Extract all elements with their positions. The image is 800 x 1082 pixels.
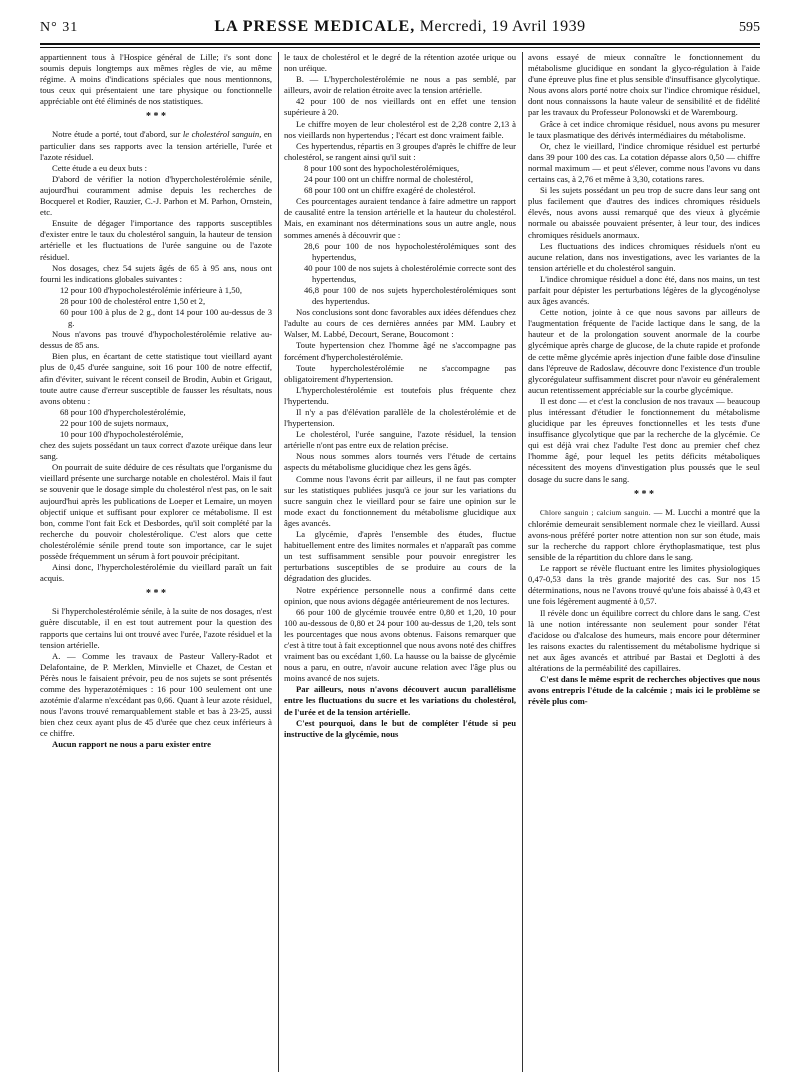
issue-number: N° 31	[40, 20, 79, 35]
column-2	[284, 52, 516, 1072]
list-item: 60 pour 100 à plus de 2 g., dont 14 pour 100 au-dessus de 3 g.	[60, 306, 272, 329]
paper-title: LA PRESSE MEDICALE,	[214, 18, 416, 35]
paragraph: D'abord de vérifier la notion d'hypercholestérolémie sénile, aujourd'hui couramment admise depuis les recherches de Bocquerel et Rodier, Rauzier, C.-J. Parhon et M. Parhon, Ornstein, etc.	[40, 173, 272, 218]
paragraph: Cette étude a eu deux buts :	[52, 162, 147, 173]
column-divider	[278, 52, 279, 1072]
paragraph: B. — L'hypercholestérolémie ne nous a pas semblé, par ailleurs, avoir de relation étroite avec la tension artérielle.	[284, 74, 516, 96]
paragraph: Ces hypertendus, répartis en 3 groupes d'après le chiffre de leur cholestérol, se rangent ainsi qu'il suit :	[284, 140, 516, 162]
paragraph: Si les sujets possédant un peu trop de sucre dans leur sang ont plus facilement que d'autres des indices chromiques résiduels élevés, nous avons aussi remarqué que des vieux à glycémie normale ou abaissée pouvaient présenter, à leur tour, des indices chromiques résiduels anormaux.	[528, 185, 760, 240]
list-item: 68 pour 100 d'hypercholestérolémie,	[60, 406, 186, 417]
header-rule	[40, 43, 760, 45]
paragraph: appartiennent tous à l'Hospice général de Lille; i's sont donc soumis depuis longtemps aux mêmes règles de vie, au même régime. A moins d'indications spéciales que nous mentionnons, tous ceux qui présentaient une tare physique ou fonctionnelle appréciable ont été éliminés de nos statistiques.	[40, 52, 272, 107]
column-1	[40, 52, 272, 1072]
list-item: 24 pour 100 ont un chiffre normal de cholestérol,	[304, 174, 474, 185]
paragraph: Nos dosages, chez 54 sujets âgés de 65 à 95 ans, nous ont fourni les indications globales suivantes :	[40, 262, 272, 284]
paragraph: avons essayé de mieux connaître le fonctionnement du métabolisme glucidique en sondant la glyco-régulation à l'aide d'une épreuve plus fine et plus sensible d'insuffisance glycolytique. Nous avons alors porté notre choix sur l'indice chromique résiduel, dont nous connaissons la haute valeur de sensibilité et de fidélité par les travaux du Professeur Polonowski et de Warembourg.	[528, 52, 760, 118]
paragraph: Cette notion, jointe à ce que nous savons par ailleurs de l'augmentation fréquente de l'acide lactique dans le sang, de la hauteur et de la prolongation souvent anormale de la courbe glycémique après charge de glucose, de la chute rapide et profonde de cette même glycémie après injection d'une faible dose d'insuline dans l'épreuve de Radoslaw, découvre donc l'existence d'un trouble glycorégulateur suffisamment discret pour n'avoir eu généralement aucun retentissement appréciable sur la courbe glycémique.	[528, 307, 760, 395]
paragraph: Le chiffre moyen de leur cholestérol est de 2,28 contre 2,13 à nos vieillards non hypertendus ; l'écart est donc vraiment faible.	[284, 118, 516, 140]
list-item: 68 pour 100 ont un chiffre exagéré de cholestérol.	[304, 185, 476, 196]
paragraph: Il est donc — et c'est la conclusion de nos travaux — beaucoup plus intéressant d'étudier le fonctionnement du métabolisme glucidique par les épreuves fonctionnelles et les tests d'une insuffisance glycolytique que par la recherche de la glycémie. Ce qui est déjà vrai chez l'adulte l'est donc au premier chef chez l'homme âgé, pour lequel les petits déficits métaboliques nécessitent des moyens d'investigation plus poussés que le seul dosage du sucre dans le sang.	[528, 395, 760, 484]
paragraph: Nous nous sommes alors tournés vers l'étude de certains aspects du métabolisme glucidique chez les gens âgés.	[284, 451, 516, 473]
column-3	[528, 52, 760, 1072]
list-item: 22 pour 100 de sujets normaux,	[60, 417, 169, 428]
issue-date: Mercredi, 19 Avril 1939	[419, 18, 586, 35]
paragraph: Comme nous l'avons écrit par ailleurs, il ne faut pas compter sur les statistiques publiées jusqu'à ce jour sur les variations du sucre sanguin chez le vieillard pour se faire une opinion sur le mode exact du fonctionnement du métabolisme glucidique aux âges avancés.	[284, 473, 516, 528]
paragraph: Il n'y a pas d'élévation parallèle de la cholestérolémie et de l'hypertension.	[284, 407, 516, 429]
paragraph: Nous n'avons pas trouvé d'hypocholestérolémie relative au-dessus de 85 ans.	[40, 329, 272, 351]
paragraph: Ainsi donc, l'hypercholestérolémie du vieillard paraît un fait acquis.	[40, 562, 272, 584]
paragraph: Or, chez le vieillard, l'indice chromique résiduel est perturbé dans 39 pour 100 des cas. La cotation dépasse alors 0,50 — chiffre normal maximum — et peut s'élever, comme nous l'avons vu dans certains cas, à 2,76 et même à 3,30, cotations rares.	[528, 140, 760, 185]
paragraph: On pourrait de suite déduire de ces résultats que l'organisme du vieillard présente une surcharge notable en cholestérol. Mais il faut se souvenir que le dosage simple du cholestérol n'est pas, on le sait aujourd'hui après les publications de Loeper et Lemaire, un moyen objectif unique et suffisant pour explorer ce métabolisme. Il est bon, comme l'ont fait Eck et Desbordes, qu'il soit complété par la recherche du pouvoir cholestérolique. C'est alors que cette cholestérolémie sénile prend toute son importance, car le sujet possède fréquemment un sérum à fort pouvoir précipitant.	[40, 462, 272, 562]
paragraph: 42 pour 100 de nos vieillards ont en effet une tension supérieure à 20.	[284, 96, 516, 118]
section-separator: * * *	[146, 111, 166, 123]
paragraph: L'hypercholestérolémie est toutefois plus fréquente chez l'hypertendu.	[284, 384, 516, 406]
section-heading: Chlore sanguin ; calcium sanguin.	[540, 508, 651, 517]
paragraph: Les fluctuations des indices chromiques résiduels n'ont eu aucune relation, dans nos investigations, avec les variantes de la tension artérielle et du cholestérol sanguin.	[528, 240, 760, 273]
paragraph: Chlore sanguin ; calcium sanguin. — M. Lucchi a montré que la chlorémie demeurait sensiblement normale chez le vieillard. Aussi avons-nous préféré porter notre attention non sur son étude, mais sur la recherche du rapport chlore érythoplasmatique, test plus sensible de la répartition du chlore dans le sang.	[528, 506, 760, 563]
paragraph: chez des sujets possédant un taux correct d'azote uréique dans leur sang.	[40, 440, 272, 462]
list-item: 8 pour 100 sont des hypocholestérolémiques,	[304, 162, 460, 173]
list-item: 12 pour 100 d'hypocholestérolémie inférieure à 1,50,	[60, 284, 242, 295]
paragraph: L'indice chromique résiduel a donc été, dans nos mains, un test parfait pour dépister les perturbations légères de la glycogénolyse aux âges avancés.	[528, 273, 760, 307]
paragraph: Ces pourcentages auraient tendance à faire admettre un rapport de causalité entre la tension artérielle et la hauteur du cholestérol. Mais, en examinant nos déterminations sous un autre angle, nous sommes amenés à découvrir que :	[284, 196, 516, 240]
paragraph: Le cholestérol, l'urée sanguine, l'azote résiduel, la tension artérielle n'ont pas entre eux de relation précise.	[284, 429, 516, 451]
paragraph: Toute hypertension chez l'homme âgé ne s'accompagne pas forcément d'hypercholestérolémie.	[284, 340, 516, 362]
section-separator: * * *	[146, 588, 166, 600]
paragraph: Notre étude a porté, tout d'abord, sur le cholestérol sanguin, en particulier dans ses rapports avec la tension artérielle, l'urée et l'azote résiduel.	[40, 129, 272, 162]
list-item: 28,6 pour 100 de nos hypocholestérolémiques sont des hypertendus,	[304, 240, 516, 262]
paragraph: Le rapport se révèle fluctuant entre les limites physiologiques 0,47-0,53 dans la très grande majorité des cas. Sur nos 15 déterminations, nous ne l'avons trouvé qu'une fois abaissé à 0,43 et une fois légèrement augmenté à 0,57.	[528, 563, 760, 607]
masthead	[40, 18, 760, 36]
paragraph: Grâce à cet indice chromique résiduel, nous avons pu mesurer le taux plasmatique des dérivés intermédiaires du métabolisme.	[528, 118, 760, 140]
list-item: 10 pour 100 d'hypocholestérolémie,	[60, 429, 184, 439]
paragraph: Par ailleurs, nous n'avons découvert aucun parallélisme entre les fluctuations du sucre et les variations du cholestérol, de l'urée et de la tension artérielle.	[284, 684, 516, 717]
paragraph: le taux de cholestérol et le degré de la rétention azotée urique ou non uréique.	[284, 52, 516, 74]
list-item: 40 pour 100 de nos sujets à cholestérolémie correcte sont des hypertendus,	[304, 262, 516, 284]
page-header	[40, 18, 760, 40]
paragraph: Notre expérience personnelle nous a confirmé dans cette opinion, que nous avions dégagée antérieurement de nos lectures.	[284, 584, 516, 606]
paragraph: 66 pour 100 de glycémie trouvée entre 0,80 et 1,20, 10 pour 100 au-dessous de 0,80 et 24 pour 100 au-dessus de 1,20, tels sont les pourcentages que nous avons obtenus. Faisons remarquer que c'est à titre tout à fait exceptionnel que nous avons noté des chiffres vraiment bas ou excédant 1,60. La hausse ou la baisse de glycémie nous a paru, en outre, n'avoir aucune relation avec l'âge plus ou moins avancé de nos sujets.	[284, 606, 516, 684]
paragraph: C'est pourquoi, dans le but de compléter l'étude si peu instructive de la glycémie, nous	[284, 717, 516, 739]
paragraph: Il révèle donc un équilibre correct du chlore dans le sang. C'est là une notion intéressante non seulement pour sonder l'état d'acidose ou d'alcalose des humeurs, mais encore pour déterminer les raisons exactes du ralentissement du métabolisme hydrique si net aux âges avancés et attribué par Bastai et Deglotti à des altérations de la perméabilité des capillaires.	[528, 607, 760, 673]
paragraph: A. — Comme les travaux de Pasteur Vallery-Radot et Delafontaine, de P. Merklen, Minvielle et Chazet, de Cestan et Pérès nous le faisaient prévoir, peu de nos sujets se sont présentés comme des hyperazotémiques : 16 pour 100 seulement ont une azotémie d'alarme n'excédant pas 0,66. Quant à leur azote résiduel, nous l'avons trouvé remarquablement stable et bas à 23-25, aussi bien chez ceux ayant plus de 45 d'urée que chez ceux inférieurs à ce chiffre.	[40, 650, 272, 739]
paragraph: Aucun rapport ne nous a paru exister entre	[52, 739, 211, 750]
paragraph: C'est dans le même esprit de recherches objectives que nous avons entrepris l'étude de la calcémie ; mais ici le problème se révèle plus com-	[528, 674, 760, 707]
column-divider	[522, 52, 523, 1072]
paragraph: Nos conclusions sont donc favorables aux idées défendues chez l'adulte au cours de ces dernières années par MM. Laubry et Walser, M. Labbé, Decourt, Serane, Boucomont :	[284, 307, 516, 340]
paragraph: La glycémie, d'après l'ensemble des études, fluctue habituellement entre des limites normales et n'apparaît pas comme un test suffisamment sensible pour pouvoir enregistrer les perturbations susceptibles de se produire au cours de la dégradation des glucides.	[284, 529, 516, 584]
paragraph: Ensuite de dégager l'importance des rapports susceptibles d'exister entre le taux du cholestérol sanguin, la hauteur de tension artérielle et les fluctuations de l'urée sanguine ou de l'azote résiduel.	[40, 218, 272, 262]
paragraph: Bien plus, en écartant de cette statistique tout vieillard ayant plus de 0,45 d'urée sanguine, soit 16 pour 100 de notre effectif, afin d'éviter, suivant le récent conseil de Brodin, Aubin et Grigaut, toute autre cause d'erreur susceptible de fausser les résultats, nous avons obtenu :	[40, 351, 272, 406]
page-number: 595	[739, 20, 760, 35]
paragraph: Si l'hypercholestérolémie sénile, à la suite de nos dosages, n'est guère discutable, il en est tout autrement pour la question des rapports que certains lui ont trouvé avec l'urée, l'azote résiduel et la tension artérielle.	[40, 606, 272, 650]
paragraph: Toute hypercholestérolémie ne s'accompagne pas obligatoirement d'hypertension.	[284, 362, 516, 384]
section-separator: * * *	[634, 488, 654, 500]
header-rule-thin	[40, 47, 760, 48]
list-item: 28 pour 100 de cholestérol entre 1,50 et 2,	[60, 295, 206, 306]
list-item: 46,8 pour 100 de nos sujets hypercholestérolémiques sont des hypertendus.	[304, 284, 516, 307]
article-columns	[40, 52, 760, 1072]
